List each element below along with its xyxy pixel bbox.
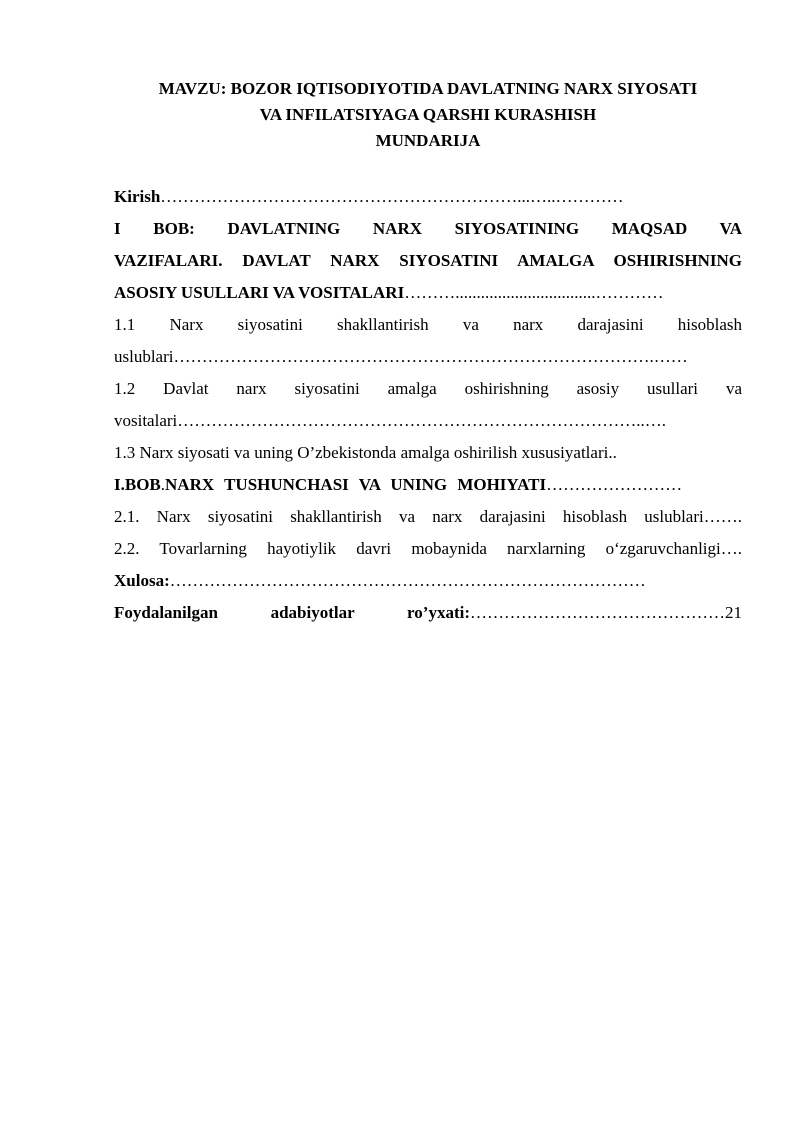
toc-chapter2-leader: …………………… [546,475,683,494]
toc-chapter2-prefix: I.BOB [114,475,161,494]
toc-section-1-1-line2: uslublari………………………………………………………………………….…… [114,347,688,366]
toc-section-1-2-line2: vositalari………………………………………………………………………..…. [114,411,667,430]
toc-entry-intro [114,181,742,213]
toc-chapter1-line3 [114,277,742,309]
toc-references-label: Foydalanilgan adabiyotlar ro’yxati: [114,603,470,622]
toc-conclusion-label: Xulosa: [114,571,170,590]
title-line-1: MAVZU: BOZOR IQTISODIYOTIDA DAVLATNING NARX SIYOSATI [158,79,698,98]
toc-references-leader: ……………………………………… [470,603,725,622]
toc-intro-leader: ………………………………………………………...…..………… [160,187,624,206]
toc-entry-chapter2 [114,469,742,501]
toc-section-1-3: 1.3 Narx siyosati va uning O’zbekistonda amalga oshirilish xususiyatlari.. [114,443,617,462]
table-of-contents [114,181,742,629]
toc-chapter1-leader: ……….................................………… [404,283,664,302]
toc-intro-label: Kirish [114,187,161,206]
toc-section-1-1-line1: 1.1 Narx siyosatini shakllantirish va narx darajasini hisoblash [114,315,742,334]
toc-entry-references [114,597,742,629]
document-page [114,76,742,629]
toc-chapter1-line1: I BOB: DAVLATNING NARX SIYOSATINING MAQSAD VA [114,219,742,238]
toc-chapter2-separator: . [160,475,166,494]
toc-chapter2-label: NARX TUSHUNCHASI VA UNING MOHIYATI [165,475,547,494]
toc-section-2-2: 2.2. Tovarlarning hayotiylik davri mobaynida narxlarning o‘zgaruvchanligi…. [114,539,742,558]
toc-entry-conclusion [114,565,742,597]
document-title [114,76,742,154]
toc-chapter1-label: ASOSIY USULLARI VA VOSITALARI [114,283,405,302]
toc-conclusion-leader: ………………………………………………………………………… [169,571,646,590]
toc-section-2-1: 2.1. Narx siyosatini shakllantirish va narx darajasini hisoblash uslublari……. [114,507,742,526]
toc-section-1-2-line1: 1.2 Davlat narx siyosatini amalga oshirishning asosiy usullari va [114,379,742,398]
toc-references-page-number: 21 [725,603,742,622]
contents-heading: MUNDARIJA [375,131,481,150]
title-line-2: VA INFILATSIYAGA QARSHI KURASHISH [259,105,597,124]
toc-chapter1-line2: VAZIFALARI. DAVLAT NARX SIYOSATINI AMALGA OSHIRISHNING [114,251,742,270]
